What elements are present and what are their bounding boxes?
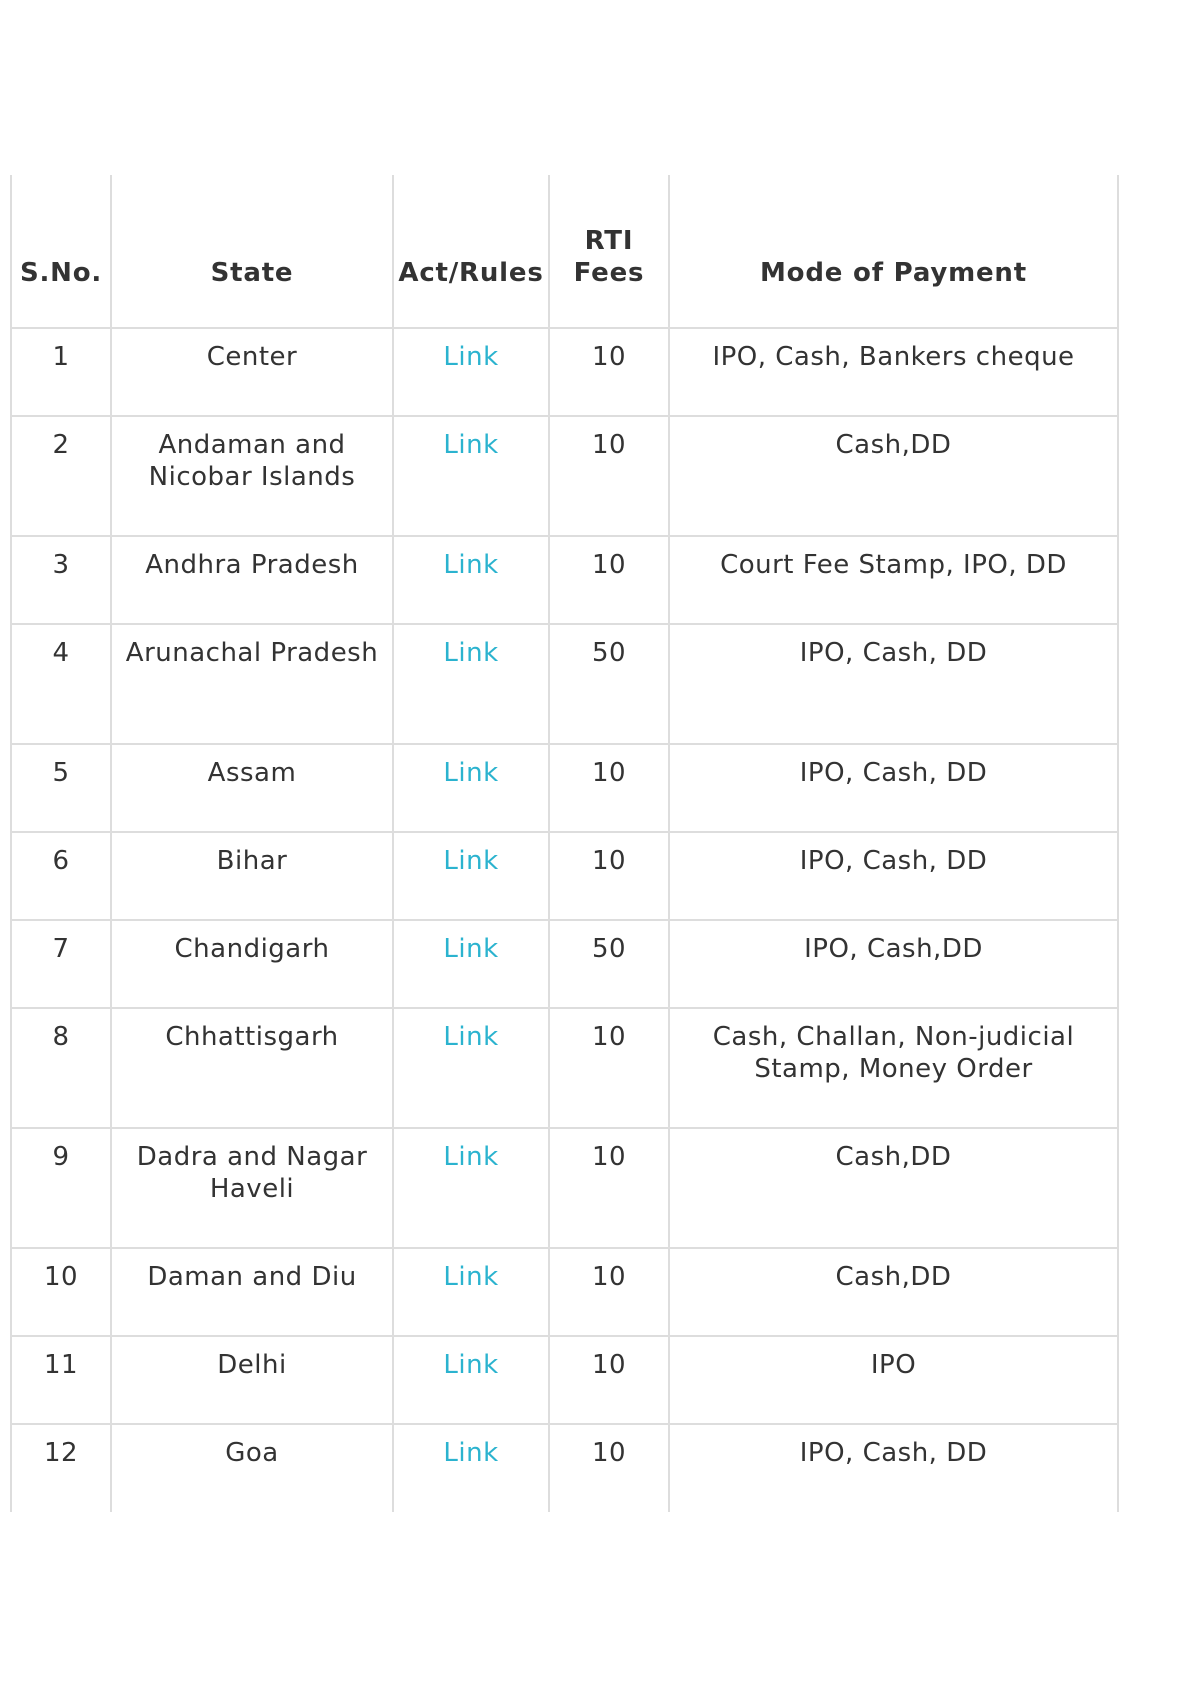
act-rules-link[interactable]: Link [443,846,499,876]
header-mode-of-payment: Mode of Payment [669,175,1118,328]
act-rules-link[interactable]: Link [443,638,499,668]
cell-fees: 50 [549,624,669,744]
act-rules-link[interactable]: Link [443,342,499,372]
rti-fees-table [10,175,1119,1512]
cell-mode: IPO, Cash, DD [669,1424,1118,1512]
table-row [11,536,1118,624]
act-rules-link[interactable]: Link [443,934,499,964]
cell-act-link-cell [393,832,549,920]
act-rules-link[interactable]: Link [443,1142,499,1172]
act-rules-link[interactable]: Link [443,1262,499,1292]
cell-act-link-cell [393,744,549,832]
cell-fees: 10 [549,536,669,624]
cell-act-link-cell [393,1248,549,1336]
cell-mode: IPO, Cash, DD [669,744,1118,832]
table-header [11,175,1118,328]
cell-sno: 5 [11,744,111,832]
cell-state: Arunachal Pradesh [111,624,393,744]
cell-act-link-cell [393,920,549,1008]
cell-mode: Cash,DD [669,416,1118,536]
table-row [11,328,1118,416]
cell-sno: 1 [11,328,111,416]
cell-state: Delhi [111,1336,393,1424]
cell-state: Assam [111,744,393,832]
cell-mode: Cash,DD [669,1248,1118,1336]
table-row [11,1424,1118,1512]
table-row [11,920,1118,1008]
cell-mode: Cash,DD [669,1128,1118,1248]
cell-mode: Court Fee Stamp, IPO, DD [669,536,1118,624]
cell-mode: IPO [669,1336,1118,1424]
cell-fees: 10 [549,1424,669,1512]
cell-act-link-cell [393,416,549,536]
cell-act-link-cell [393,328,549,416]
table-row [11,1128,1118,1248]
table-body [11,328,1118,1512]
cell-fees: 10 [549,1248,669,1336]
cell-act-link-cell [393,1336,549,1424]
cell-mode: Cash, Challan, Non-judicial Stamp, Money Order [669,1008,1118,1128]
table-row [11,744,1118,832]
table-row [11,1336,1118,1424]
cell-state: Chandigarh [111,920,393,1008]
header-sno: S.No. [11,175,111,328]
cell-state: Goa [111,1424,393,1512]
table-row [11,624,1118,744]
cell-sno: 12 [11,1424,111,1512]
cell-sno: 3 [11,536,111,624]
cell-fees: 10 [549,744,669,832]
act-rules-link[interactable]: Link [443,1438,499,1468]
cell-state: Bihar [111,832,393,920]
act-rules-link[interactable]: Link [443,1022,499,1052]
act-rules-link[interactable]: Link [443,1350,499,1380]
cell-state: Dadra and Nagar Haveli [111,1128,393,1248]
cell-fees: 10 [549,832,669,920]
cell-mode: IPO, Cash, DD [669,832,1118,920]
cell-state: Center [111,328,393,416]
cell-fees: 10 [549,1336,669,1424]
header-act-rules: Act/Rules [393,175,549,328]
cell-act-link-cell [393,1424,549,1512]
cell-fees: 10 [549,1008,669,1128]
cell-sno: 8 [11,1008,111,1128]
cell-mode: IPO, Cash, Bankers cheque [669,328,1118,416]
cell-mode: IPO, Cash,DD [669,920,1118,1008]
cell-sno: 6 [11,832,111,920]
act-rules-link[interactable]: Link [443,758,499,788]
cell-state: Chhattisgarh [111,1008,393,1128]
cell-fees: 10 [549,416,669,536]
cell-fees: 10 [549,328,669,416]
cell-fees: 10 [549,1128,669,1248]
header-rti-fees: RTI Fees [549,175,669,328]
cell-act-link-cell [393,624,549,744]
cell-state: Andaman and Nicobar Islands [111,416,393,536]
cell-sno: 9 [11,1128,111,1248]
table-row [11,416,1118,536]
cell-state: Andhra Pradesh [111,536,393,624]
act-rules-link[interactable]: Link [443,430,499,460]
cell-state: Daman and Diu [111,1248,393,1336]
header-state: State [111,175,393,328]
cell-sno: 10 [11,1248,111,1336]
cell-act-link-cell [393,1008,549,1128]
cell-act-link-cell [393,1128,549,1248]
cell-mode: IPO, Cash, DD [669,624,1118,744]
cell-sno: 7 [11,920,111,1008]
act-rules-link[interactable]: Link [443,550,499,580]
cell-sno: 11 [11,1336,111,1424]
table-row [11,1008,1118,1128]
cell-fees: 50 [549,920,669,1008]
cell-act-link-cell [393,536,549,624]
cell-sno: 4 [11,624,111,744]
table-row [11,1248,1118,1336]
cell-sno: 2 [11,416,111,536]
header-row [11,175,1118,328]
table-row [11,832,1118,920]
